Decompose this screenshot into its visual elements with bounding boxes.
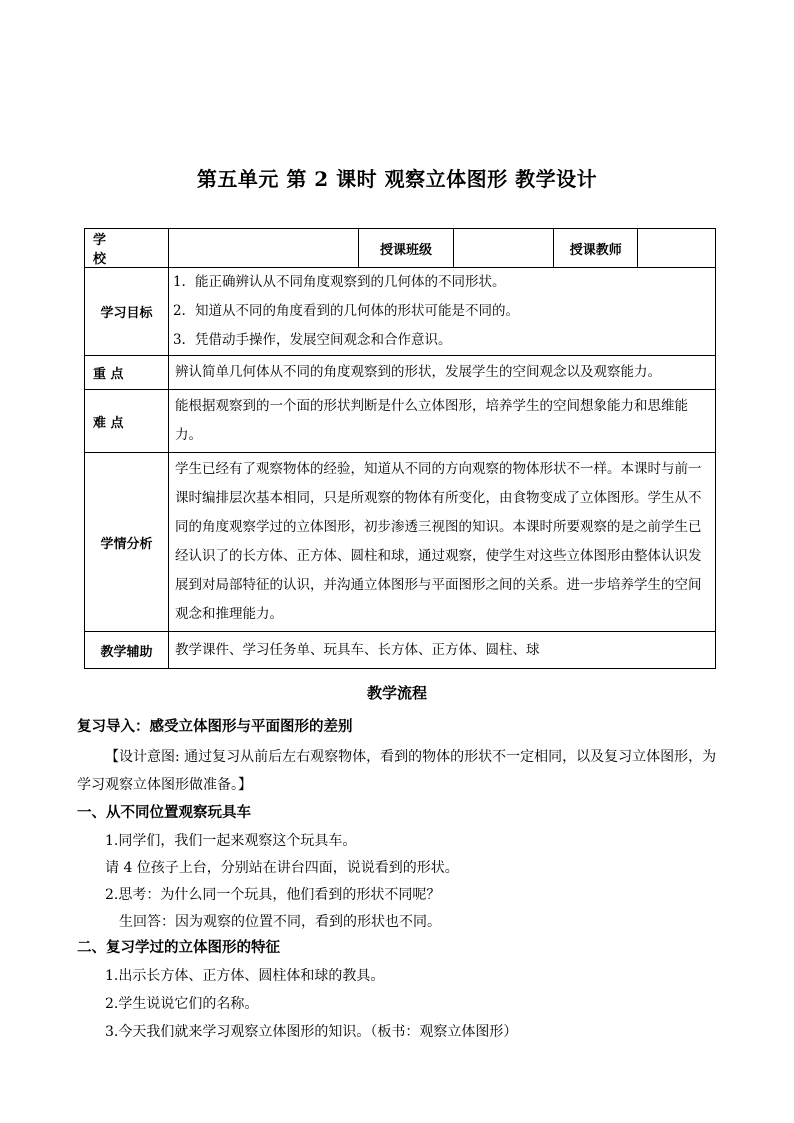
section1-line: 1.同学们，我们一起来观察这个玩具车。: [105, 833, 357, 849]
difficulty-cell: [168, 390, 715, 453]
table-row: [85, 632, 716, 669]
page-title: 第五单元 第 2 课时 观察立体图形 教学设计: [196, 167, 598, 191]
goal-item: 1. 能正确辨认从不同角度观察到的几何体的不同形状。: [172, 274, 506, 290]
table-row: [85, 453, 716, 632]
teacher-value-cell: [638, 229, 716, 268]
key-cell: [168, 356, 715, 390]
goals-label: 学习目标: [100, 306, 153, 321]
section2-line: 3.今天我们就来学习观察立体图形的知识。（板书：观察立体图形）: [105, 1024, 518, 1040]
table-row: [85, 390, 716, 453]
lesson-info-table: [84, 228, 716, 669]
table-row: [85, 229, 716, 268]
difficulty-label-cell: [85, 390, 169, 453]
key-label: 重 点: [93, 367, 124, 382]
aids-text: 教学课件、学习任务单、玩具车、长方体、正方体、圆柱、球: [174, 641, 540, 658]
goal-item: 3. 凭借动手操作，发展空间观念和合作意识。: [172, 332, 452, 348]
section1-heading: 一、从不同位置观察玩具车: [77, 805, 251, 821]
aids-label: 教学辅助: [100, 644, 153, 660]
goals-label-cell: [85, 268, 169, 356]
section2-heading: 二、复习学过的立体图形的特征: [77, 940, 280, 956]
section1-line: 生回答：因为观察的位置不同，看到的形状也不同。: [119, 914, 441, 930]
school-label-text: 学 校: [93, 233, 141, 267]
difficulty-text: 能根据观察到的一个面的形状判断是什么立体图形，培养学生的空间想象能力和思维能力。: [174, 398, 688, 443]
flow-title: 教学流程: [366, 684, 427, 702]
aids-cell: [168, 632, 715, 669]
key-label-cell: [85, 356, 169, 390]
table-row: [85, 268, 716, 356]
teacher-label-cell: [554, 229, 638, 268]
table-row: [85, 356, 716, 390]
school-value-cell: [168, 229, 358, 268]
school-label-cell: [85, 229, 169, 268]
section1-line: 请 4 位孩子上台，分别站在讲台四面，说说看到的形状。: [105, 860, 459, 876]
design-intent: 【设计意图: 通过复习从前后左右观察物体，看到的物体的形状不一定相同，以及复习立体图形，为学习观察立体图形做准备。】: [77, 749, 717, 793]
section2-line: 2.学生说说它们的名称。: [105, 996, 259, 1012]
teacher-label: 授课教师: [569, 242, 622, 258]
key-text: 辨认简单几何体从不同的角度观察到的形状，发展学生的空间观念以及观察能力。: [174, 364, 661, 380]
difficulty-label: 难 点: [93, 415, 124, 431]
analysis-cell: [168, 453, 715, 632]
class-value-cell: [454, 229, 554, 268]
school-label: [85, 229, 168, 267]
section1-line: 2.思考：为什么同一个玩具，他们看到的形状不同呢？: [105, 887, 441, 903]
goals-cell: [168, 268, 715, 356]
review-heading: 复习导入：感受立体图形与平面图形的差别: [77, 719, 353, 735]
analysis-text: 学生已经有了观察物体的经验，知道从不同的方向观察的物体形状不一样。本课时与前一课时编排层次基本相同，只是所观察的物体有所变化，由食物变成了立体图形。学生从不同的角度观察学过的立体图形，初步渗透三视图的知识。本课时所要观察的是之前学生已经认识了的长方体、正方体、圆柱和球，通过观察，使学生对这些立体图形由整体认识发展到对局部特征的认识，并沟通立体图形与平面图形之间的关系。进一步培养学生的空间观念和推理能力。: [174, 461, 702, 622]
goal-item: 2. 知道从不同的角度看到的几何体的形状可能是不同的。: [172, 303, 519, 319]
class-label: 授课班级: [380, 242, 433, 258]
analysis-label: 学情分析: [100, 536, 153, 552]
analysis-label-cell: [85, 453, 169, 632]
section2-line: 1.出示长方体、正方体、圆柱体和球的教具。: [105, 968, 385, 984]
class-label-cell: [358, 229, 454, 268]
aids-label-cell: [85, 632, 169, 669]
